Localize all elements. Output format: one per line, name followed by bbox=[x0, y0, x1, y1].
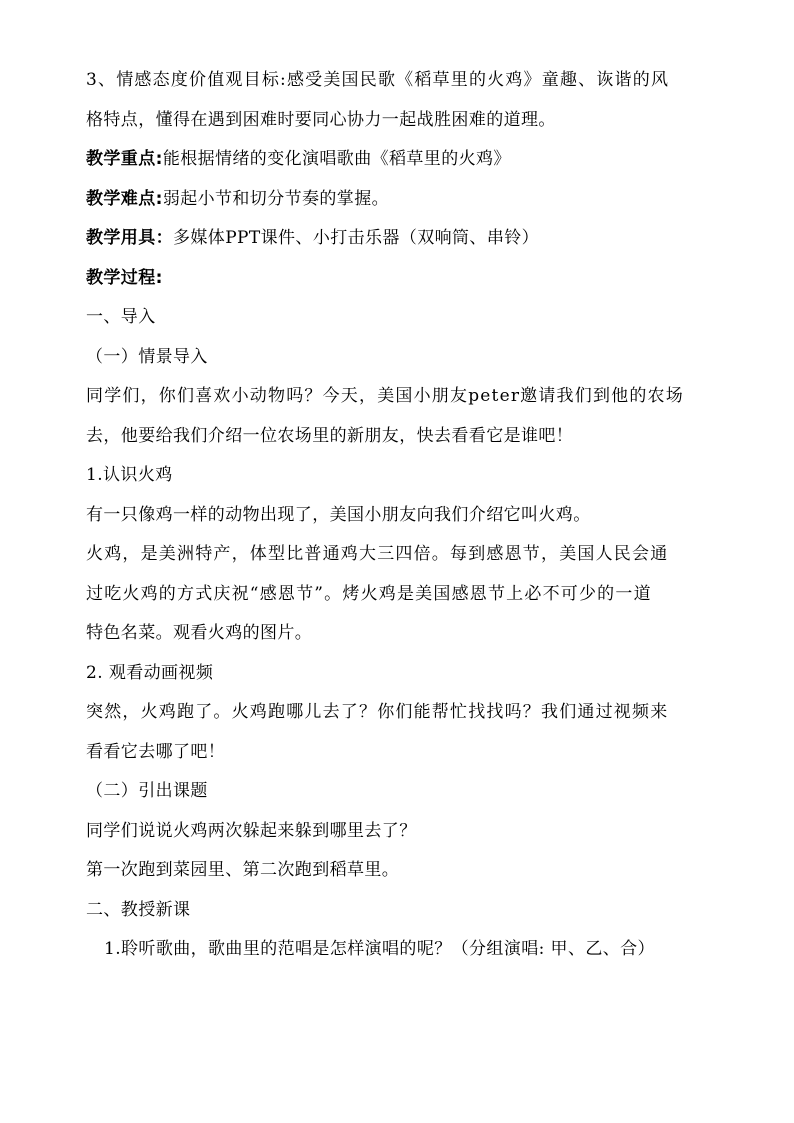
text: 特色名菜。观看火鸡的图片。 bbox=[86, 623, 313, 643]
paragraph-intro-line-2 bbox=[86, 425, 731, 465]
lesson-plan-body bbox=[86, 69, 731, 978]
text: 有一只像鸡一样的动物出现了，美国小朋友向我们介绍它叫火鸡。 bbox=[86, 504, 591, 525]
paragraph-video-line-1 bbox=[86, 701, 731, 741]
teaching-tools bbox=[86, 227, 731, 267]
text: 看看它去哪了吧！ bbox=[86, 741, 226, 762]
item-heading-know-turkey bbox=[86, 464, 731, 504]
teaching-difficulty-label: 教学难点: bbox=[86, 188, 163, 209]
paragraph-goal-3-line-1 bbox=[86, 69, 731, 109]
paragraph-goal-3-line-2 bbox=[86, 109, 731, 149]
paragraph-turkey-line-3 bbox=[86, 622, 731, 662]
text: 二、教授新课 bbox=[86, 899, 191, 920]
paragraph-turkey-line-2 bbox=[86, 583, 731, 623]
teaching-focus bbox=[86, 148, 731, 188]
text: 第一次跑到菜园里、第二次跑到稻草里。 bbox=[86, 860, 400, 880]
teaching-difficulty-text: 弱起小节和切分节奏的掌握。 bbox=[162, 188, 390, 209]
paragraph-answer bbox=[86, 859, 731, 899]
text: 3、情感态度价值观目标:感受美国民歌《稻草里的火鸡》童趣、诙谐的风 bbox=[86, 70, 670, 90]
item-listen-song bbox=[86, 938, 731, 978]
subsection-heading-topic bbox=[86, 780, 731, 820]
item-heading-watch-video bbox=[86, 662, 731, 702]
text: （二）引出课题 bbox=[86, 781, 208, 801]
teaching-focus-text: 能根据情绪的变化演唱歌曲《稻草里的火鸡》 bbox=[162, 149, 511, 169]
text: 过吃火鸡的方式庆祝“感恩节”。烤火鸡是美国感恩节上必不可少的一道 bbox=[86, 583, 652, 604]
teaching-tools-text: 多媒体PPT课件、小打击乐器（双响筒、串铃） bbox=[173, 228, 540, 248]
paragraph-turkey-appears bbox=[86, 504, 731, 544]
subsection-heading-scenario bbox=[86, 346, 731, 386]
text: （一）情景导入 bbox=[86, 346, 208, 367]
paragraph-intro-line-1 bbox=[86, 385, 731, 425]
text: 1.聆听歌曲，歌曲里的范唱是怎样演唱的呢？（分组演唱: 甲、乙、合） bbox=[104, 939, 655, 959]
paragraph-turkey-line-1 bbox=[86, 543, 731, 583]
text: 1.认识火鸡 bbox=[86, 465, 173, 485]
text: 2. 观看动画视频 bbox=[86, 662, 214, 683]
teaching-difficulty bbox=[86, 188, 731, 228]
text: 火鸡，是美洲特产，体型比普通鸡大三四倍。每到感恩节，美国人民会通 bbox=[86, 544, 669, 564]
paragraph-question bbox=[86, 820, 731, 860]
teaching-tools-label: 教学用具： bbox=[86, 228, 173, 248]
paragraph-video-line-2 bbox=[86, 741, 731, 781]
text: 格特点，懂得在遇到困难时要同心协力一起战胜困难的道理。 bbox=[86, 109, 556, 130]
text: 同学们，你们喜欢小动物吗？今天，美国小朋友peter邀请我们到他的农场 bbox=[86, 386, 684, 406]
text: 一、导入 bbox=[86, 307, 156, 327]
text: 去，他要给我们介绍一位农场里的新朋友，快去看看它是谁吧！ bbox=[86, 425, 574, 446]
teaching-focus-label: 教学重点: bbox=[86, 149, 163, 169]
text: 同学们说说火鸡两次躲起来躲到哪里去了？ bbox=[86, 820, 417, 841]
teaching-process-heading bbox=[86, 267, 731, 307]
section-heading-intro bbox=[86, 306, 731, 346]
section-heading-new-lesson bbox=[86, 899, 731, 939]
text: 突然，火鸡跑了。火鸡跑哪儿去了？你们能帮忙找找吗？我们通过视频来 bbox=[86, 702, 669, 722]
teaching-process-label: 教学过程: bbox=[86, 267, 163, 288]
